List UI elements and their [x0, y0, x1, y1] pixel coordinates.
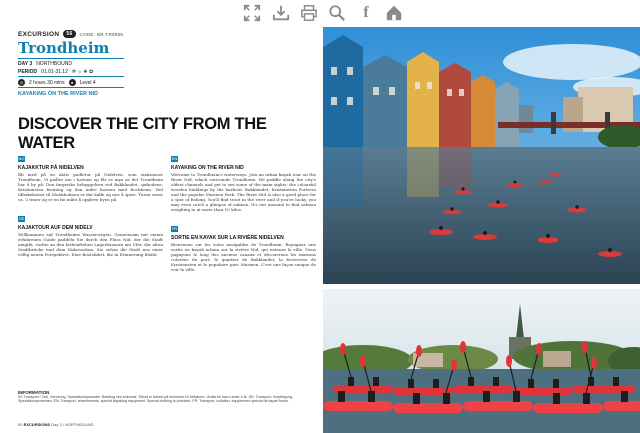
excursion-code: CODE: NR TR0055 — [79, 31, 124, 37]
excursion-tag — [18, 30, 316, 38]
information-body: IN: Transport / Taxi, Servering, Spesialkomponenter. Betaling ved ankomst. Tilbud er basert på minimum 10 deltakere. Gratis for barn under 4 år. DE: Transport, Verpflegung, Spezialkomponenten. EN: Transport, refreshments, special kayaking equipment. Special clothing is provided. FR: Transport, collation, équipement spécial de kayak fourni. — [18, 395, 293, 404]
level-icon: ● — [69, 79, 76, 86]
day-value: NORTHBOUND — [36, 61, 72, 67]
article-title: KAJAKKTUR PÅ NIDELVEN — [18, 165, 84, 171]
section-label: EXCURSION — [18, 30, 60, 38]
facebook-icon[interactable]: f — [363, 4, 369, 21]
duration-line — [18, 79, 316, 86]
article-body: Welcome to Trondheim's waterways. Join an urban kayak tour on the River Nid, which surrounds Trondheim. We paddle along the city's oldest channels and get to see some of the main sights: the colourful wooden buildings by the harbour, Bakklandet, Kristiansten Fortress and the popular Marinen Park. The River Nid is also a good place for a spot of fishing. You'll find trout in the river and if you're lucky, you may even catch a glimpse of salmon. It's not unusual to find salmon weighing in at more than 10 kilos. — [171, 172, 316, 212]
fullscreen-icon[interactable] — [242, 4, 262, 22]
footer-brand: EXCURSIONS — [23, 422, 51, 427]
article-title: KAYAKING ON THE RIVER NID — [171, 165, 244, 171]
language-badge: FR — [171, 226, 178, 231]
duration-value: 2 hours 30 mins — [29, 79, 65, 86]
kayak-group-photo — [323, 289, 640, 433]
information-label: INFORMATION — [18, 390, 50, 395]
download-icon[interactable] — [271, 4, 291, 22]
article-fr — [171, 217, 316, 272]
print-icon[interactable] — [299, 4, 319, 22]
article-body: Bli med på en aktiv padletur på Nidelven, som omkranser Trondheim. Vi padler inn i havnen og får se mye av det Trondheim har å by på: Den fargerike bebyggelsen ved Bakklandet, sjøbodene, Kristiansten festning og den indre havnen med Rockheim. Ved tilbakekomst til Munkholmen er det kaffe og noe å spise. Turen varer ca. 2 timer og er en fin måte å oppleve byen på. — [18, 172, 163, 202]
page-number: 80 — [18, 422, 23, 427]
language-badge: DE — [18, 216, 25, 221]
article-body: Bienvenue sur les voies navigables de Trondheim. Rejoignez une sortie en kayak urbain sur la rivière Nid, qui entoure la ville. Nous pagayons le long des anciens canaux et découvrons les maisons colorées du port, le quartier de Bakklandet, la forteresse de Kristiansten et le populaire parc Marinen. C'est une façon unique de voir la ville. — [171, 242, 316, 272]
search-icon[interactable] — [327, 4, 347, 22]
period-line — [18, 69, 316, 75]
language-badge: NO — [18, 156, 25, 161]
harbour-photo — [323, 27, 640, 284]
clock-icon: ◷ — [19, 80, 24, 85]
left-page — [18, 30, 316, 430]
activity-subtitle: KAYAKING ON THE RIVER NID — [18, 91, 98, 97]
home-icon[interactable] — [384, 4, 404, 22]
language-badge: EN — [171, 156, 178, 161]
level-value: Level 4 — [79, 79, 96, 86]
season-icons: ✲ ☼ ❦ ✿ — [71, 69, 94, 75]
period-label: PERIOD — [18, 69, 38, 75]
article-no — [18, 147, 163, 202]
article-column-left — [18, 147, 163, 277]
article-body: Willkommen auf Trondheims Wasserwegen. Gemeinsam mit einem erfahrenen Guide paddeln Sie durch den Fluss Nid, der die Stadt umgibt, vorbei an den farbenfrohen Lagerhäusern am Ufer, der alten Stadtbrücke und dem Nidarosdom. Sie sehen die Stadt aus einer völlig neuen Perspektive. Eine Bootsfahrt, die in Erinnerung bleibt. — [18, 232, 163, 257]
article-de — [18, 207, 163, 257]
duration-rule — [18, 87, 124, 88]
top-toolbar — [0, 0, 640, 26]
article-column-right — [171, 147, 316, 277]
day-line — [18, 61, 316, 67]
information-box — [18, 390, 318, 404]
footer-section: Day 3 / NORTHBOUND — [51, 422, 94, 427]
title-rule — [18, 58, 124, 59]
city-title: Trondheim — [18, 39, 110, 57]
article-title: KAJAKTOUR AUF DEM NIDELV — [18, 225, 93, 231]
excursion-number-badge: 56 — [63, 30, 75, 38]
article-title: SORTIE EN KAYAK SUR LA RIVIÈRE NIDELVEN — [171, 235, 284, 241]
meta-rule — [18, 76, 124, 77]
period-value: 01.01-31.12 — [41, 69, 68, 75]
day-label: DAY 3 — [18, 61, 33, 67]
article-columns — [18, 147, 316, 277]
page-footer — [18, 422, 94, 427]
article-en — [171, 147, 316, 212]
page-headline: DISCOVER THE CITY FROM THE WATER — [18, 115, 267, 152]
